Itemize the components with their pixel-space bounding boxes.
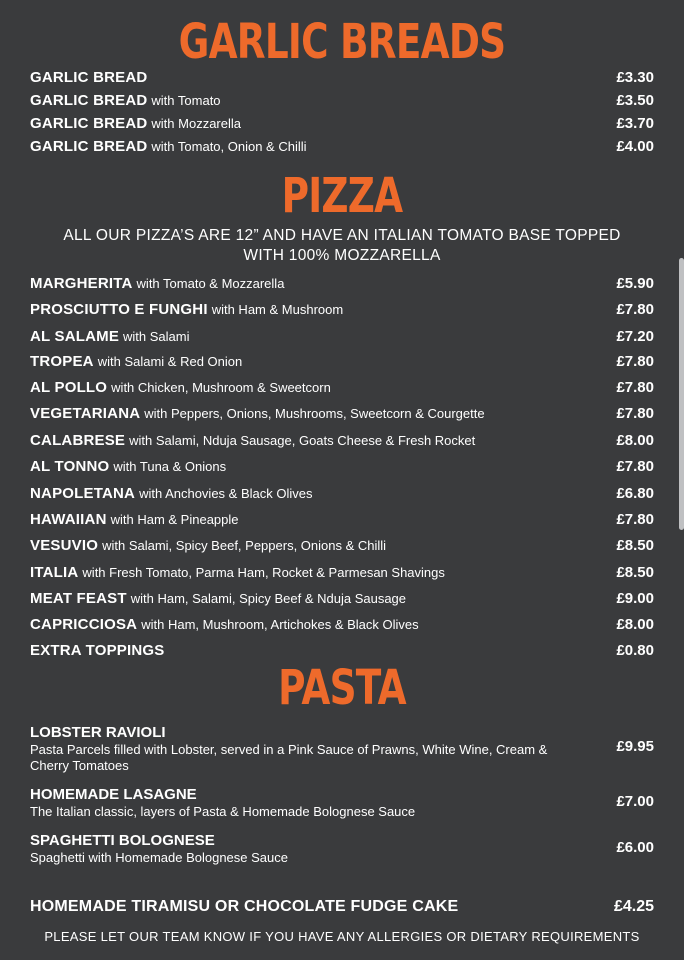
menu-item	[30, 300, 654, 320]
menu-item	[30, 563, 654, 583]
item-desc: with Tomato	[151, 93, 221, 108]
item-price: £3.70	[616, 115, 654, 132]
item-desc: with Tuna & Onions	[113, 459, 227, 474]
menu-item	[30, 274, 654, 294]
menu-item	[30, 327, 654, 347]
item-price: £9.95	[616, 738, 654, 755]
item-desc: with Ham & Pineapple	[110, 512, 239, 527]
item-name: VEGETARIANA	[30, 405, 141, 422]
item-name: MEAT FEAST	[30, 590, 127, 607]
item-name: MARGHERITA	[30, 275, 133, 292]
menu-item	[30, 114, 654, 134]
menu-item	[30, 404, 654, 424]
item-desc: with Ham, Mushroom, Artichokes & Black Olives	[141, 617, 419, 632]
menu-item	[30, 641, 654, 661]
menu-item	[30, 378, 654, 398]
menu-item	[30, 137, 654, 157]
item-name: SPAGHETTI BOLOGNESE	[30, 832, 215, 849]
item-price: £8.50	[616, 564, 654, 581]
item-price: £6.00	[616, 839, 654, 856]
pizza-note	[40, 226, 644, 266]
item-price: £7.20	[616, 328, 654, 345]
item-desc: with Salami, Nduja Sausage, Goats Cheese & Fresh Rocket	[129, 433, 476, 448]
pasta-item	[30, 724, 654, 774]
item-price: £5.90	[616, 275, 654, 292]
pasta-heading: PASTA	[278, 660, 406, 716]
item-price: £6.80	[616, 485, 654, 502]
item-price: £7.80	[616, 458, 654, 475]
item-price: £7.80	[616, 301, 654, 318]
pizza-note-line1: ALL OUR PIZZA’S ARE 12” AND HAVE AN ITALIAN TOMATO BASE TOPPED	[63, 227, 621, 244]
item-desc: with Tomato, Onion & Chilli	[151, 139, 307, 154]
item-desc: Spaghetti with Homemade Bolognese Sauce	[30, 850, 288, 865]
pasta-item	[30, 786, 654, 820]
item-price: £8.00	[616, 432, 654, 449]
item-name: VESUVIO	[30, 537, 99, 554]
item-name: AL TONNO	[30, 458, 110, 475]
item-name: AL SALAME	[30, 328, 120, 345]
item-name: GARLIC BREAD	[30, 92, 148, 109]
item-name: GARLIC BREAD	[30, 115, 148, 132]
menu-item	[30, 589, 654, 609]
item-desc: with Salami, Spicy Beef, Peppers, Onions & Chilli	[102, 538, 387, 553]
menu-item	[30, 431, 654, 451]
item-name: GARLIC BREAD	[30, 138, 148, 155]
item-desc: with Mozzarella	[151, 116, 241, 131]
item-name: HAWAIIAN	[30, 511, 107, 528]
item-price: £4.00	[616, 138, 654, 155]
item-price: £3.30	[616, 69, 654, 86]
menu-item	[30, 68, 654, 88]
item-desc: with Tomato & Mozzarella	[136, 276, 285, 291]
item-name: CAPRICCIOSA	[30, 616, 138, 633]
dessert-item	[30, 897, 654, 917]
item-name: NAPOLETANA	[30, 485, 136, 502]
menu-item	[30, 352, 654, 372]
item-name: PROSCIUTTO E FUNGHI	[30, 301, 208, 318]
menu-item	[30, 510, 654, 530]
item-price: £7.80	[616, 511, 654, 528]
item-desc: The Italian classic, layers of Pasta & Homemade Bolognese Sauce	[30, 804, 416, 819]
menu-item	[30, 91, 654, 111]
item-desc: with Chicken, Mushroom & Sweetcorn	[111, 380, 331, 395]
item-price: £8.00	[616, 616, 654, 633]
item-price: £7.00	[616, 793, 654, 810]
item-name: EXTRA TOPPINGS	[30, 642, 165, 659]
menu-item	[30, 615, 654, 635]
item-price: £8.50	[616, 537, 654, 554]
item-name: AL POLLO	[30, 379, 108, 396]
item-price: £7.80	[616, 379, 654, 396]
item-price: £3.50	[616, 92, 654, 109]
item-price: £7.80	[616, 405, 654, 422]
item-desc: with Ham & Mushroom	[211, 302, 344, 317]
item-price: £0.80	[616, 642, 654, 659]
item-desc: with Salami	[123, 329, 190, 344]
item-name: GARLIC BREAD	[30, 69, 148, 86]
pasta-item	[30, 832, 654, 866]
item-desc: with Ham, Salami, Spicy Beef & Nduja Sausage	[130, 591, 407, 606]
item-price: £9.00	[616, 590, 654, 607]
pizza-note-line2: WITH 100% MOZZARELLA	[243, 247, 441, 264]
item-price: £7.80	[616, 353, 654, 370]
item-name: LOBSTER RAVIOLI	[30, 724, 166, 741]
item-name: ITALIA	[30, 564, 79, 581]
item-name: HOMEMADE LASAGNE	[30, 786, 197, 803]
item-desc: with Peppers, Onions, Mushrooms, Sweetcorn & Courgette	[144, 406, 485, 421]
scrollbar[interactable]	[679, 258, 684, 530]
menu-item	[30, 536, 654, 556]
item-name: HOMEMADE TIRAMISU OR CHOCOLATE FUDGE CAKE	[30, 898, 459, 915]
item-name: CALABRESE	[30, 432, 126, 449]
garlic-breads-heading: GARLIC BREADS	[178, 14, 506, 70]
item-price: £4.25	[613, 898, 654, 915]
item-desc: with Fresh Tomato, Parma Ham, Rocket & Parmesan Shavings	[82, 565, 445, 580]
item-desc: with Anchovies & Black Olives	[139, 486, 313, 501]
pizza-heading: PIZZA	[281, 168, 403, 224]
item-desc: Pasta Parcels filled with Lobster, served in a Pink Sauce of Prawns, White Wine, Cream & Cherry Tomatoes	[30, 742, 548, 773]
item-desc: with Salami & Red Onion	[97, 354, 243, 369]
menu-item	[30, 457, 654, 477]
menu-item	[30, 484, 654, 504]
allergy-footer: PLEASE LET OUR TEAM KNOW IF YOU HAVE ANY ALLERGIES OR DIETARY REQUIREMENTS	[44, 929, 640, 944]
item-name: TROPEA	[30, 353, 94, 370]
